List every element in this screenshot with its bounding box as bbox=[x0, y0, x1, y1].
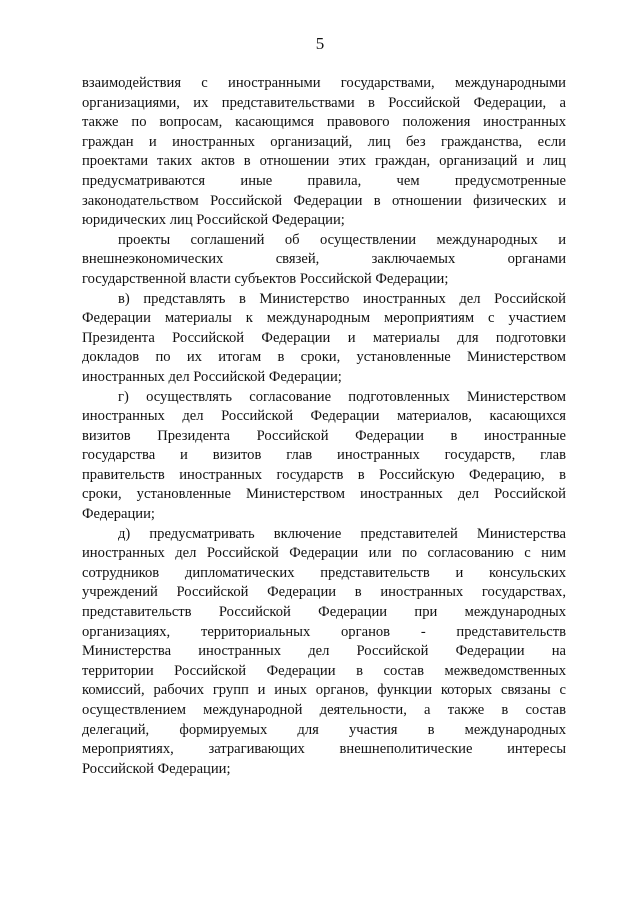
document-body bbox=[82, 74, 566, 779]
text-line: в) представлять в Министерство иностранных дел Российской bbox=[118, 290, 566, 307]
text-line: граждан и иностранных организаций, лиц без гражданства, если bbox=[82, 133, 566, 150]
paragraph-continuation bbox=[82, 74, 566, 231]
text-line: иностранных дел Российской Федерации; bbox=[82, 368, 342, 385]
text-line: организациями, их представительствами в Российской Федерации, а bbox=[82, 94, 566, 111]
text-line: делегаций, формируемых для участия в международных bbox=[82, 721, 566, 738]
text-line: г) осуществлять согласование подготовленных Министерством bbox=[118, 388, 566, 405]
text-line: иностранных дел Российской Федерации или по согласованию с ним bbox=[82, 545, 566, 562]
text-line: правительств иностранных государств в Российскую Федерацию, в bbox=[82, 466, 566, 483]
text-line: законодательством Российской Федерации в отношении физических и bbox=[82, 192, 566, 209]
text-line: государства и визитов глав иностранных государств, глав bbox=[82, 447, 566, 464]
page-number: 5 bbox=[315, 34, 325, 53]
text-line: докладов по их итогам в сроки, установленные Министерством bbox=[82, 349, 566, 366]
text-line: сроки, установленные Министерством иностранных дел Российской bbox=[82, 486, 566, 503]
text-line: Федерации материалы к международным мероприятиям с участием bbox=[82, 310, 566, 327]
text-line: государственной власти субъектов Российской Федерации; bbox=[82, 270, 449, 287]
text-line: представительств Российской Федерации при международных bbox=[82, 604, 566, 621]
text-line: сотрудников дипломатических представительств и консульских bbox=[82, 564, 566, 581]
paragraph-item-g bbox=[82, 388, 566, 525]
text-line: Президента Российской Федерации и материалы для подготовки bbox=[82, 329, 566, 346]
text-line: Федерации; bbox=[82, 506, 155, 523]
text-line: Российской Федерации; bbox=[82, 760, 231, 777]
text-line: мероприятиях, затрагивающих внешнеполитические интересы bbox=[82, 741, 566, 758]
text-line: визитов Президента Российской Федерации в иностранные bbox=[82, 427, 566, 444]
text-line: учреждений Российской Федерации в иностранных государствах, bbox=[82, 584, 566, 601]
text-line: предусматриваются иные правила, чем предусмотренные bbox=[82, 172, 566, 189]
text-line: юридических лиц Российской Федерации; bbox=[82, 212, 345, 229]
text-line: организациях, территориальных органов - представительств bbox=[82, 623, 566, 640]
paragraph-item-v bbox=[82, 290, 566, 388]
text-line: проектами таких актов в отношении этих граждан, организаций и лиц bbox=[82, 153, 566, 170]
text-line: внешнеэкономических связей, заключаемых органами bbox=[82, 251, 566, 268]
paragraph-item-d bbox=[82, 525, 566, 780]
text-line: иностранных дел Российской Федерации материалов, касающихся bbox=[82, 408, 566, 425]
text-line: д) предусматривать включение представителей Министерства bbox=[118, 525, 566, 542]
text-line: также по вопросам, касающимся правового положения иностранных bbox=[82, 114, 566, 131]
paragraph-agreements-projects bbox=[82, 231, 566, 290]
text-line: территории Российской Федерации в состав межведомственных bbox=[82, 662, 566, 679]
text-line: комиссий, рабочих групп и иных органов, функции которых связаны с bbox=[82, 682, 566, 699]
text-line: осуществлением международной деятельности, а также в состав bbox=[82, 702, 566, 718]
text-line: Министерства иностранных дел Российской Федерации на bbox=[82, 643, 566, 660]
text-line: взаимодействия с иностранными государствами, международными bbox=[82, 75, 566, 91]
text-line: проекты соглашений об осуществлении международных и bbox=[118, 231, 566, 248]
